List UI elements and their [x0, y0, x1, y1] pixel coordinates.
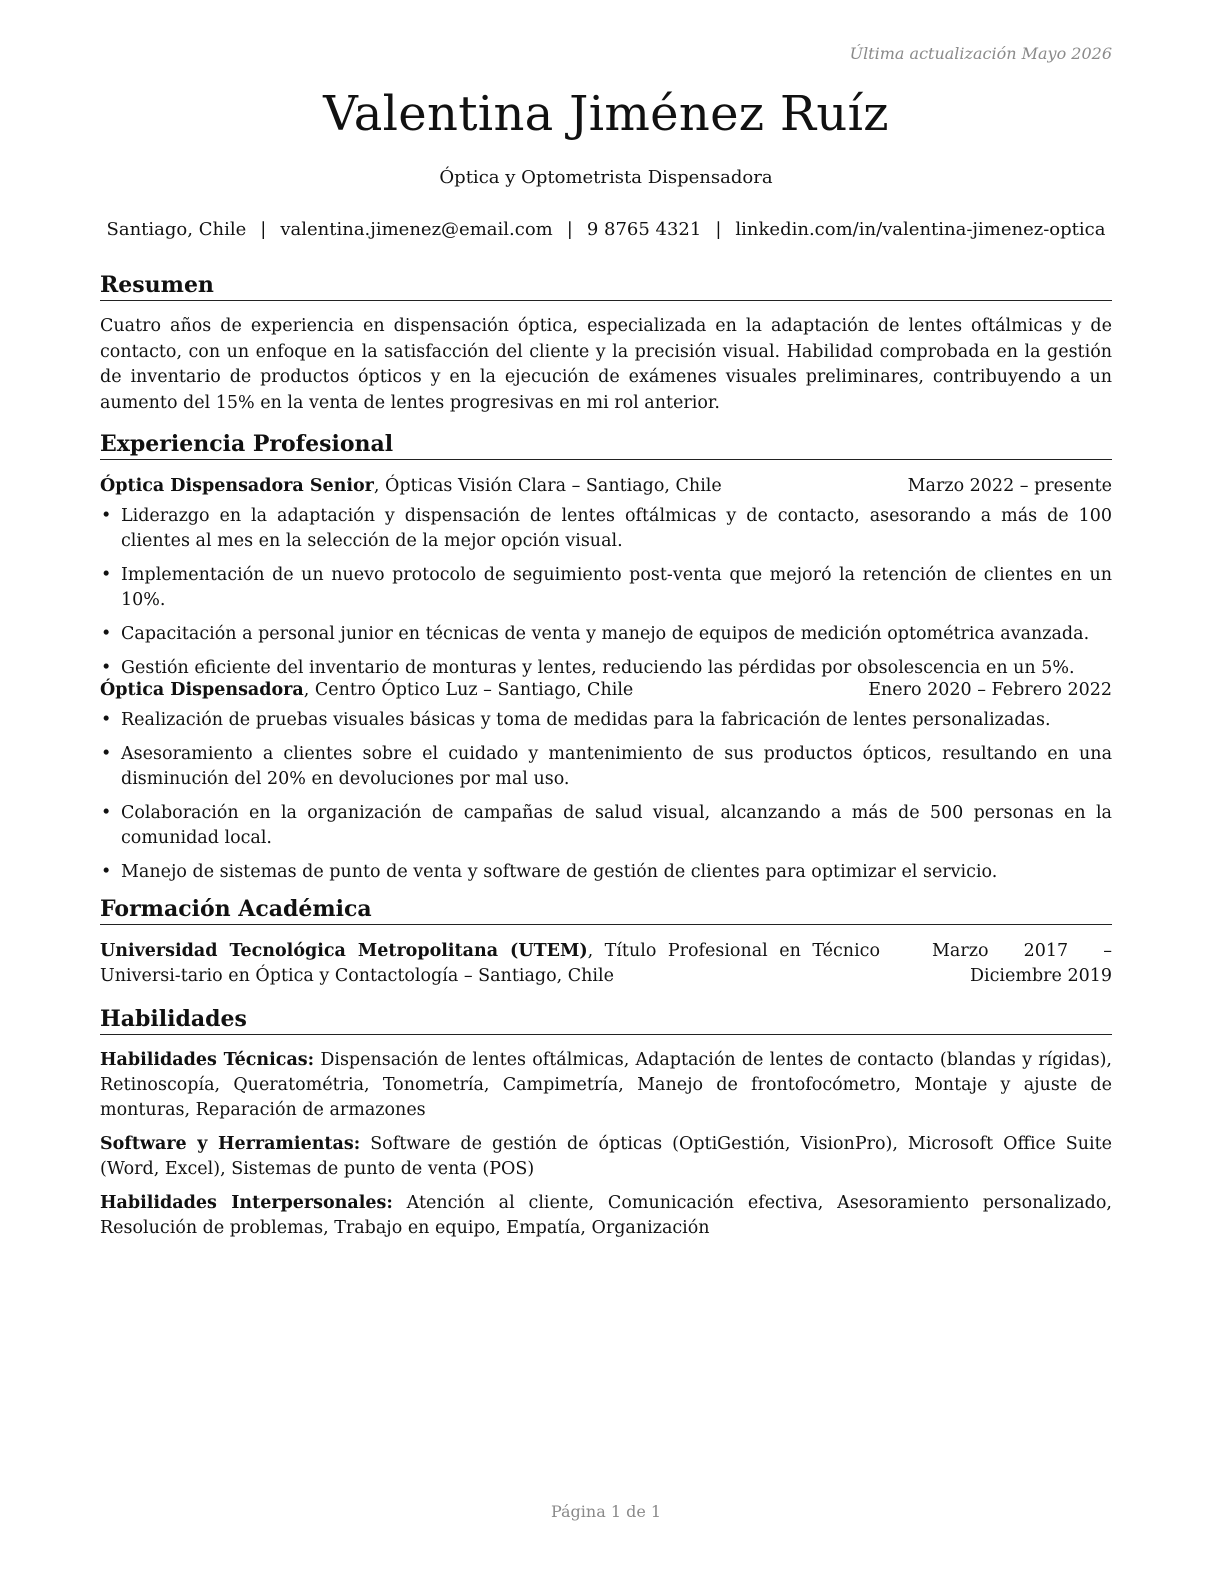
page-number: Página 1 de 1 [550, 1502, 662, 1521]
skill-text: Atención al cliente, Comunicación efectiva, Asesoramiento personalizado, Resolución de problemas, Trabajo en equipo, Empatía, Organización [100, 1193, 1112, 1238]
contact-email[interactable]: valentina.jimenez@email.com [280, 219, 553, 240]
candidate-title: Óptica y Optometrista Dispensadora [439, 167, 773, 188]
last-updated: Última actualización Mayo 2026 [849, 44, 1112, 63]
section-heading-skills: Habilidades [100, 1005, 1112, 1035]
list-item: • Colaboración en la organización de campañas de salud visual, alcanzando a más de 500 personas en la comunidad local. [100, 801, 1112, 851]
job-company: , Ópticas Visión Clara – Santiago, Chile [373, 476, 722, 496]
job-bullets [100, 504, 1112, 690]
skill-group [100, 1048, 1112, 1123]
skill-text: Dispensación de lentes oftálmicas, Adaptación de lentes de contacto (blandas y rígidas), Retinoscopía, Queratométria, Tonometría, Campimetría, Manejo de frontofocómetro, Montaje y ajuste de monturas, Reparación de armazones [100, 1050, 1112, 1120]
education-dates: Marzo 2017 – Diciembre 2019 [932, 941, 1112, 986]
education-details [100, 939, 880, 989]
candidate-name: Valentina Jiménez Ruíz [323, 86, 889, 142]
contact-location: Santiago, Chile [106, 219, 247, 240]
job-bullets [100, 708, 1112, 894]
contact-separator: | [260, 219, 267, 240]
list-item: • Capacitación a personal junior en técnicas de venta y manejo de equipos de medición optométrica avanzada. [100, 622, 1112, 647]
list-item: • Gestión eficiente del inventario de monturas y lentes, reduciendo las pérdidas por obsolescencia en un 5%. [100, 656, 1112, 681]
job-header [100, 474, 1112, 499]
section-heading-education: Formación Académica [100, 895, 1112, 925]
list-item: • Asesoramiento a clientes sobre el cuidado y mantenimiento de sus productos ópticos, resultando en una disminución del 20% en devoluciones por mal uso. [100, 742, 1112, 792]
list-item: • Manejo de sistemas de punto de venta y software de gestión de clientes para optimizar el servicio. [100, 860, 1112, 885]
job-company: , Centro Óptico Luz – Santiago, Chile [303, 680, 634, 700]
job-dates: Marzo 2022 – presente [907, 476, 1112, 496]
list-item: • Liderazgo en la adaptación y dispensación de lentes oftálmicas y de contacto, asesorando a más de 100 clientes al mes en la selección de la mejor opción visual. [100, 504, 1112, 554]
education-entry [100, 939, 1112, 989]
skill-label: Habilidades Técnicas: [100, 1050, 315, 1070]
skill-group [100, 1191, 1112, 1241]
contact-line [88, 219, 1124, 240]
section-heading-summary: Resumen [100, 271, 1112, 301]
skill-label: Software y Herramientas: [100, 1134, 361, 1154]
contact-linkedin[interactable]: linkedin.com/in/valentina-jimenez-optica [735, 219, 1106, 240]
contact-phone: 9 8765 4321 [586, 219, 702, 240]
job-header [100, 678, 1112, 703]
education-degree: , Título Profesional en Técnico Universi-tario en Óptica y Contactología – Santiago, Chile [100, 941, 880, 986]
job-role: Óptica Dispensadora [100, 680, 304, 700]
contact-separator: | [566, 219, 573, 240]
skill-group [100, 1132, 1112, 1182]
skill-text: Software de gestión de ópticas (OptiGestión, VisionPro), Microsoft Office Suite (Word, Excel), Sistemas de punto de venta (POS) [100, 1134, 1112, 1179]
list-item: • Implementación de un nuevo protocolo de seguimiento post-venta que mejoró la retención de clientes en un 10%. [100, 563, 1112, 613]
job-dates: Enero 2020 – Febrero 2022 [868, 680, 1112, 700]
section-heading-experience: Experiencia Profesional [100, 430, 1112, 460]
resume-page [100, 0, 1112, 1584]
education-institution: Universidad Tecnológica Metropolitana (UTEM) [100, 941, 588, 961]
list-item: • Realización de pruebas visuales básicas y toma de medidas para la fabricación de lentes personalizadas. [100, 708, 1112, 733]
job-role: Óptica Dispensadora Senior [100, 476, 374, 496]
skill-label: Habilidades Interpersonales: [100, 1193, 393, 1213]
summary-text: Cuatro años de experiencia en dispensación óptica, especializada en la adaptación de lentes oftálmicas y de contacto, con un enfoque en la satisfacción del cliente y la precisión visual. Habilidad comprobada en la gestión de inventario de productos ópticos y en la ejecución de exámenes visuales preliminares, contribuyendo a un aumento del 15% en la venta de lentes progresivas en mi rol anterior. [100, 316, 1112, 413]
contact-separator: | [715, 219, 722, 240]
